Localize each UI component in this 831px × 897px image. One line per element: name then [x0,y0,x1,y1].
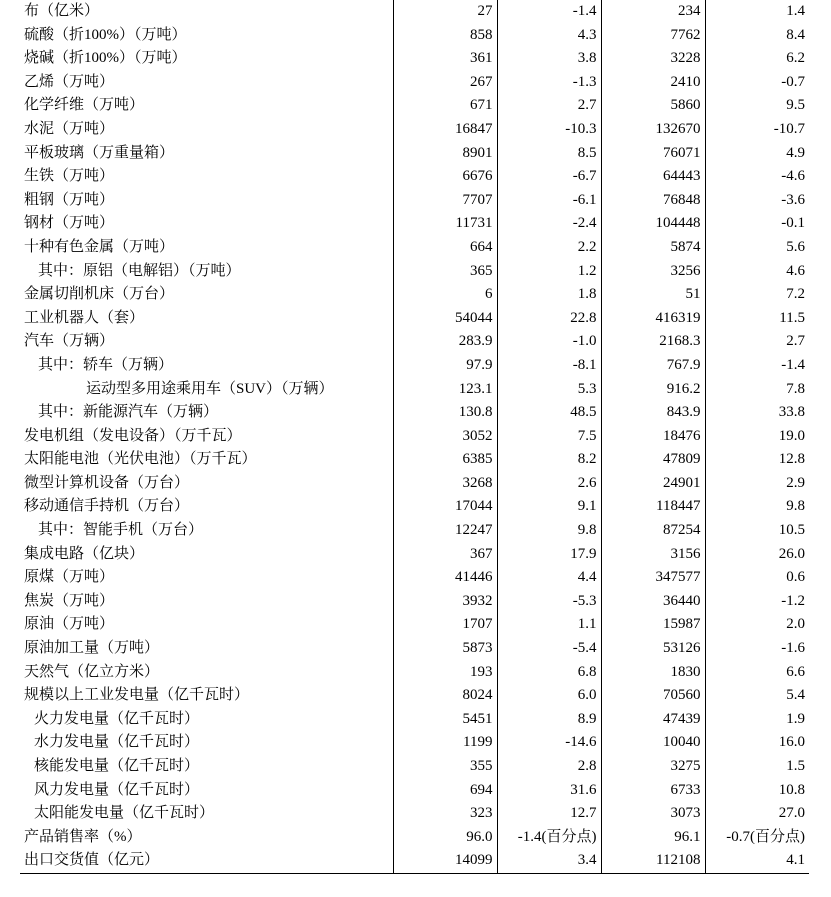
cumulative-growth-cell: 8.4 [705,24,809,48]
table-row [20,283,809,307]
cumulative-output-cell: 767.9 [601,354,705,378]
cumulative-growth-cell: 7.2 [705,283,809,307]
current-month-growth-cell: 4.3 [497,24,601,48]
product-name-cell: 钢材（万吨） [24,215,115,232]
current-month-growth-cell: 5.3 [497,378,601,402]
current-month-growth-cell: 48.5 [497,401,601,425]
cumulative-growth-cell: 4.1 [705,849,809,873]
table-row [20,330,809,354]
table-body [20,0,809,873]
cumulative-output-cell: 3073 [601,802,705,826]
product-name-cell: 原煤（万吨） [24,569,115,586]
cumulative-output-cell: 1830 [601,661,705,685]
product-name-cell: 十种有色金属（万吨） [24,238,175,255]
table-row [20,755,809,779]
current-month-output-cell: 3052 [393,425,497,449]
cumulative-growth-cell: 9.8 [705,495,809,519]
current-month-output-cell: 355 [393,755,497,779]
current-month-growth-cell: 17.9 [497,543,601,567]
cumulative-output-cell: 3275 [601,755,705,779]
current-month-growth-cell: -2.4 [497,212,601,236]
table-row [20,47,809,71]
cumulative-output-cell: 2410 [601,71,705,95]
product-name-cell: 规模以上工业发电量（亿千瓦时） [24,687,250,704]
cumulative-output-cell: 843.9 [601,401,705,425]
cumulative-growth-cell: 2.0 [705,613,809,637]
cumulative-output-cell: 5874 [601,236,705,260]
table-row [20,142,809,166]
product-name-cell: 水泥（万吨） [24,120,115,137]
table-row [20,71,809,95]
cumulative-growth-cell: -1.6 [705,637,809,661]
table-row [20,661,809,685]
cumulative-output-cell: 3256 [601,260,705,284]
product-name-cell: 其中：新能源汽车（万辆） [38,404,219,421]
table-row [20,448,809,472]
cumulative-growth-cell: -1.2 [705,590,809,614]
cumulative-growth-cell: 6.2 [705,47,809,71]
cumulative-output-cell: 3228 [601,47,705,71]
product-name-cell: 工业机器人（套） [24,309,145,326]
current-month-output-cell: 858 [393,24,497,48]
cumulative-growth-cell: 16.0 [705,731,809,755]
current-month-growth-cell: 22.8 [497,307,601,331]
cumulative-growth-cell: 1.9 [705,708,809,732]
current-month-growth-cell: 12.7 [497,802,601,826]
current-month-output-cell: 41446 [393,566,497,590]
table-row [20,401,809,425]
table-row [20,826,809,850]
current-month-growth-cell: 7.5 [497,425,601,449]
table-row [20,260,809,284]
current-month-output-cell: 671 [393,94,497,118]
current-month-growth-cell: 2.2 [497,236,601,260]
cumulative-growth-cell: 1.4 [705,0,809,24]
product-name-cell: 微型计算机设备（万台） [24,474,190,491]
industrial-output-table [20,0,809,874]
cumulative-output-cell: 51 [601,283,705,307]
current-month-growth-cell: 1.8 [497,283,601,307]
current-month-growth-cell: 8.5 [497,142,601,166]
current-month-growth-cell: -1.3 [497,71,601,95]
cumulative-output-cell: 64443 [601,165,705,189]
table-row [20,684,809,708]
product-name-cell: 汽车（万辆） [24,333,115,350]
cumulative-growth-cell: 4.6 [705,260,809,284]
current-month-output-cell: 14099 [393,849,497,873]
current-month-growth-cell: 1.1 [497,613,601,637]
cumulative-growth-cell: 33.8 [705,401,809,425]
product-name-cell: 硫酸（折100%）（万吨） [24,26,187,43]
product-name-cell: 烧碱（折100%）（万吨） [24,50,187,67]
current-month-growth-cell: -10.3 [497,118,601,142]
table-row [20,236,809,260]
table-row [20,24,809,48]
table-row [20,731,809,755]
current-month-growth-cell: 8.2 [497,448,601,472]
current-month-output-cell: 6 [393,283,497,307]
current-month-output-cell: 17044 [393,495,497,519]
current-month-output-cell: 367 [393,543,497,567]
current-month-output-cell: 6385 [393,448,497,472]
cumulative-growth-cell: 5.4 [705,684,809,708]
product-name-cell: 发电机组（发电设备）（万千瓦） [24,427,242,444]
cumulative-growth-cell: 2.7 [705,330,809,354]
product-name-cell: 其中：智能手机（万台） [38,522,204,539]
cumulative-output-cell: 416319 [601,307,705,331]
cumulative-output-cell: 36440 [601,590,705,614]
cumulative-growth-cell: 9.5 [705,94,809,118]
table-row [20,566,809,590]
product-name-cell: 原油（万吨） [24,616,115,633]
product-name-cell: 其中：原铝（电解铝）（万吨） [38,262,241,279]
table-row [20,779,809,803]
current-month-growth-cell: 2.7 [497,94,601,118]
cumulative-growth-cell: 10.8 [705,779,809,803]
cumulative-growth-cell: -3.6 [705,189,809,213]
cumulative-growth-cell: 12.8 [705,448,809,472]
current-month-output-cell: 1199 [393,731,497,755]
cumulative-output-cell: 53126 [601,637,705,661]
current-month-growth-cell: -6.1 [497,189,601,213]
current-month-growth-cell: -14.6 [497,731,601,755]
current-month-output-cell: 16847 [393,118,497,142]
product-name-cell: 平板玻璃（万重量箱） [24,144,175,161]
cumulative-growth-cell: 7.8 [705,378,809,402]
current-month-output-cell: 96.0 [393,826,497,850]
cumulative-growth-cell: 4.9 [705,142,809,166]
current-month-growth-cell: -5.3 [497,590,601,614]
cumulative-output-cell: 916.2 [601,378,705,402]
product-name-cell: 火力发电量（亿千瓦时） [34,710,200,727]
product-name-cell: 运动型多用途乘用车（SUV）（万辆） [86,380,334,397]
current-month-output-cell: 123.1 [393,378,497,402]
table-row [20,849,809,873]
cumulative-output-cell: 96.1 [601,826,705,850]
table-row [20,307,809,331]
current-month-output-cell: 5873 [393,637,497,661]
current-month-output-cell: 323 [393,802,497,826]
cumulative-growth-cell: -0.7 [705,71,809,95]
current-month-output-cell: 6676 [393,165,497,189]
table-row [20,189,809,213]
cumulative-growth-cell: -10.7 [705,118,809,142]
current-month-growth-cell: 3.4 [497,849,601,873]
cumulative-growth-cell: -0.1 [705,212,809,236]
current-month-output-cell: 27 [393,0,497,24]
current-month-growth-cell: 3.8 [497,47,601,71]
current-month-growth-cell: -1.4(百分点) [497,826,601,850]
table-row [20,354,809,378]
current-month-growth-cell: 2.6 [497,472,601,496]
product-name-cell: 焦炭（万吨） [24,592,115,609]
product-name-cell: 太阳能电池（光伏电池）（万千瓦） [24,451,257,468]
current-month-growth-cell: -8.1 [497,354,601,378]
table-row [20,378,809,402]
cumulative-output-cell: 47809 [601,448,705,472]
product-name-cell: 集成电路（亿块） [24,545,145,562]
cumulative-growth-cell: -1.4 [705,354,809,378]
current-month-output-cell: 8901 [393,142,497,166]
cumulative-output-cell: 2168.3 [601,330,705,354]
current-month-output-cell: 7707 [393,189,497,213]
cumulative-output-cell: 70560 [601,684,705,708]
current-month-growth-cell: -5.4 [497,637,601,661]
cumulative-output-cell: 118447 [601,495,705,519]
current-month-output-cell: 361 [393,47,497,71]
current-month-growth-cell: 6.8 [497,661,601,685]
product-name-cell: 移动通信手持机（万台） [24,498,190,515]
current-month-growth-cell: -1.4 [497,0,601,24]
current-month-output-cell: 3268 [393,472,497,496]
current-month-output-cell: 283.9 [393,330,497,354]
product-name-cell: 布（亿米） [24,3,100,19]
current-month-growth-cell: 1.2 [497,260,601,284]
cumulative-output-cell: 24901 [601,472,705,496]
cumulative-output-cell: 132670 [601,118,705,142]
current-month-growth-cell: 4.4 [497,566,601,590]
product-name-cell: 水力发电量（亿千瓦时） [34,734,200,751]
current-month-output-cell: 664 [393,236,497,260]
table-row [20,543,809,567]
current-month-output-cell: 54044 [393,307,497,331]
product-name-cell: 粗钢（万吨） [24,191,115,208]
cumulative-growth-cell: 2.9 [705,472,809,496]
product-name-cell: 核能发电量（亿千瓦时） [34,758,200,774]
product-name-cell: 出口交货值（亿元） [20,849,393,873]
current-month-growth-cell: 31.6 [497,779,601,803]
cumulative-growth-cell: 27.0 [705,802,809,826]
current-month-output-cell: 267 [393,71,497,95]
current-month-growth-cell: 6.0 [497,684,601,708]
cumulative-output-cell: 15987 [601,613,705,637]
table-row [20,94,809,118]
product-name-cell: 原油加工量（万吨） [24,640,160,657]
cumulative-growth-cell: 10.5 [705,519,809,543]
cumulative-output-cell: 6733 [601,779,705,803]
cumulative-output-cell: 347577 [601,566,705,590]
table-row [20,472,809,496]
cumulative-growth-cell: 19.0 [705,425,809,449]
table-row [20,708,809,732]
table-row [20,519,809,543]
table-row [20,118,809,142]
current-month-output-cell: 11731 [393,212,497,236]
current-month-output-cell: 12247 [393,519,497,543]
cumulative-growth-cell: 1.5 [705,755,809,779]
product-name-cell: 产品销售率（%） [24,828,142,845]
current-month-output-cell: 193 [393,661,497,685]
cumulative-growth-cell: 11.5 [705,307,809,331]
current-month-output-cell: 694 [393,779,497,803]
current-month-growth-cell: 8.9 [497,708,601,732]
cumulative-output-cell: 112108 [601,849,705,873]
cumulative-output-cell: 76848 [601,189,705,213]
product-name-cell: 乙烯（万吨） [24,73,115,90]
current-month-growth-cell: -6.7 [497,165,601,189]
cumulative-output-cell: 5860 [601,94,705,118]
product-name-cell: 金属切削机床（万台） [24,286,175,303]
current-month-output-cell: 1707 [393,613,497,637]
current-month-output-cell: 3932 [393,590,497,614]
cumulative-output-cell: 18476 [601,425,705,449]
current-month-growth-cell: 9.1 [497,495,601,519]
cumulative-growth-cell: 5.6 [705,236,809,260]
product-name-cell: 化学纤维（万吨） [24,97,145,114]
table-row [20,590,809,614]
cumulative-output-cell: 47439 [601,708,705,732]
table-row [20,637,809,661]
cumulative-growth-cell: -4.6 [705,165,809,189]
cumulative-growth-cell: -0.7(百分点) [705,826,809,850]
cumulative-output-cell: 10040 [601,731,705,755]
cumulative-growth-cell: 0.6 [705,566,809,590]
product-name-cell: 天然气（亿立方米） [24,663,160,680]
cumulative-growth-cell: 6.6 [705,661,809,685]
product-name-cell: 太阳能发电量（亿千瓦时） [34,805,215,822]
cumulative-output-cell: 104448 [601,212,705,236]
table-row [20,0,809,24]
current-month-growth-cell: -1.0 [497,330,601,354]
current-month-output-cell: 8024 [393,684,497,708]
table-row [20,212,809,236]
cumulative-output-cell: 3156 [601,543,705,567]
current-month-growth-cell: 2.8 [497,755,601,779]
cumulative-output-cell: 87254 [601,519,705,543]
current-month-output-cell: 365 [393,260,497,284]
current-month-output-cell: 5451 [393,708,497,732]
table-row [20,425,809,449]
current-month-output-cell: 97.9 [393,354,497,378]
table-row [20,613,809,637]
table-row [20,802,809,826]
cumulative-output-cell: 76071 [601,142,705,166]
product-name-cell: 生铁（万吨） [24,168,115,185]
current-month-growth-cell: 9.8 [497,519,601,543]
cumulative-growth-cell: 26.0 [705,543,809,567]
table-row [20,495,809,519]
current-month-output-cell: 130.8 [393,401,497,425]
product-name-cell: 其中：轿车（万辆） [38,356,174,373]
cumulative-output-cell: 7762 [601,24,705,48]
product-name-cell: 风力发电量（亿千瓦时） [34,781,200,798]
table-row [20,165,809,189]
cumulative-output-cell: 234 [601,0,705,24]
